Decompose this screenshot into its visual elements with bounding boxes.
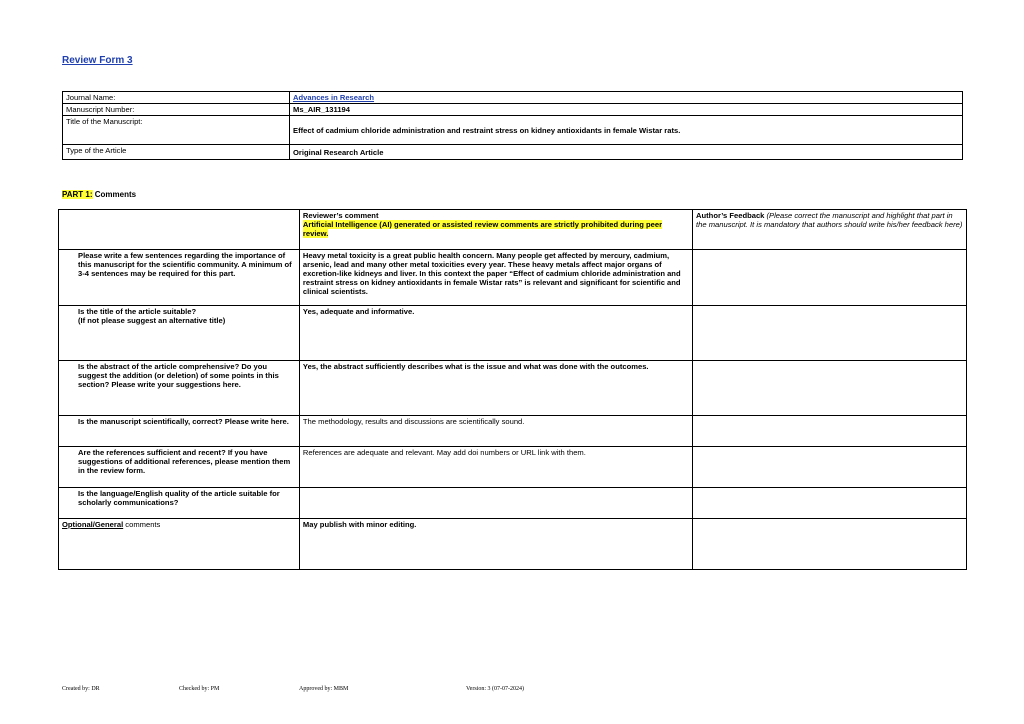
reviewer-comment-header: Reviewer’s comment <box>302 211 379 220</box>
journal-label: Journal Name: <box>63 92 290 104</box>
reviewer-comment-cell[interactable]: References are adequate and relevant. May add doi numbers or URL link with them. <box>299 447 692 488</box>
header-empty-cell <box>59 210 300 250</box>
reviewer-comment-cell[interactable]: The methodology, results and discussions are scientifically sound. <box>299 416 692 447</box>
author-feedback-cell[interactable] <box>693 447 967 488</box>
question-cell: Please write a few sentences regarding the importance of this manuscript for the scientific community. A minimum of 3-4 sentences may be required for this part. <box>59 250 300 306</box>
question-line: (If not please suggest an alternative title) <box>78 316 226 325</box>
manuscript-number-row <box>63 104 963 116</box>
article-type-value: Original Research Article <box>290 145 963 160</box>
table-row <box>59 488 967 519</box>
reviewer-comment-cell[interactable] <box>299 488 692 519</box>
optional-comment-cell[interactable]: May publish with minor editing. <box>299 519 692 570</box>
manuscript-number-label: Manuscript Number: <box>63 104 290 116</box>
author-feedback-header-cell <box>693 210 967 250</box>
author-feedback-cell[interactable] <box>693 250 967 306</box>
manuscript-number-value: Ms_AIR_131194 <box>290 104 963 116</box>
reviewer-comment-cell[interactable]: Yes, adequate and informative. <box>299 306 692 361</box>
part1-heading <box>62 190 136 199</box>
author-feedback-note: (Please correct the manuscript and highlight that part in the manuscript. It is mandatory that authors should write his/her feedback here) <box>696 211 963 229</box>
optional-label: Optional/General <box>62 520 124 529</box>
manuscript-title-label: Title of the Manuscript: <box>63 116 290 145</box>
question-cell: Is the abstract of the article comprehensive? Do you suggest the addition (or deletion) of some points in this section? Please write your suggestions here. <box>59 361 300 416</box>
author-feedback-cell[interactable] <box>693 488 967 519</box>
footer-version: Version: 3 (07-07-2024) <box>466 686 524 692</box>
question-cell <box>59 306 300 361</box>
reviewer-header-cell <box>299 210 692 250</box>
form-title: Review Form 3 <box>62 55 133 66</box>
article-type-row <box>63 145 963 160</box>
optional-comments-row <box>59 519 967 570</box>
journal-link[interactable]: Advances in Research <box>293 93 375 102</box>
manuscript-title-value: Effect of cadmium chloride administration and restraint stress on kidney antioxidants in female Wistar rats. <box>290 116 963 145</box>
footer-approved: Approved by: MBM <box>299 686 349 692</box>
manuscript-title-row <box>63 116 963 145</box>
author-feedback-cell[interactable] <box>693 361 967 416</box>
question-cell: Are the references sufficient and recent? If you have suggestions of additional references, please mention them in the review form. <box>59 447 300 488</box>
author-feedback-cell[interactable] <box>693 519 967 570</box>
author-feedback-cell[interactable] <box>693 306 967 361</box>
table-row <box>59 361 967 416</box>
question-line: Is the title of the article suitable? <box>78 307 197 316</box>
footer-checked: Checked by: PM <box>179 686 220 692</box>
reviewer-comment-cell[interactable]: Heavy metal toxicity is a great public health concern. Many people get affected by mercury, cadmium, arsenic, lead and many other metal toxicities every year. These heavy metals affect major organs of excretion-like kidneys and liver. In this context the paper “Effect of cadmium chloride administration and restraint stress on kidney antioxidants in female Wistar rats” is relevant and significant for scientific and clinical scientists. <box>299 250 692 306</box>
table-row <box>59 416 967 447</box>
optional-label-cell <box>59 519 300 570</box>
part1-label: PART 1: <box>62 190 93 199</box>
ai-notice: Artificial Intelligence (AI) generated or assisted review comments are strictly prohibited during peer review. <box>302 220 663 238</box>
question-cell: Is the manuscript scientifically, correct? Please write here. <box>59 416 300 447</box>
footer-created: Created by: DR <box>62 686 100 692</box>
article-type-label: Type of the Article <box>63 145 290 160</box>
question-cell: Is the language/English quality of the article suitable for scholarly communications? <box>59 488 300 519</box>
author-feedback-cell[interactable] <box>693 416 967 447</box>
comments-table <box>58 209 967 570</box>
author-feedback-header: Author’s Feedback <box>696 211 765 220</box>
table-row <box>59 306 967 361</box>
journal-row <box>63 92 963 104</box>
reviewer-comment-cell[interactable]: Yes, the abstract sufficiently describes what is the issue and what was done with the outcomes. <box>299 361 692 416</box>
table-row <box>59 250 967 306</box>
comments-header-row <box>59 210 967 250</box>
table-row <box>59 447 967 488</box>
part1-label-rest: Comments <box>92 190 137 199</box>
optional-label-rest: comments <box>123 520 161 529</box>
manuscript-info-table <box>62 91 963 160</box>
